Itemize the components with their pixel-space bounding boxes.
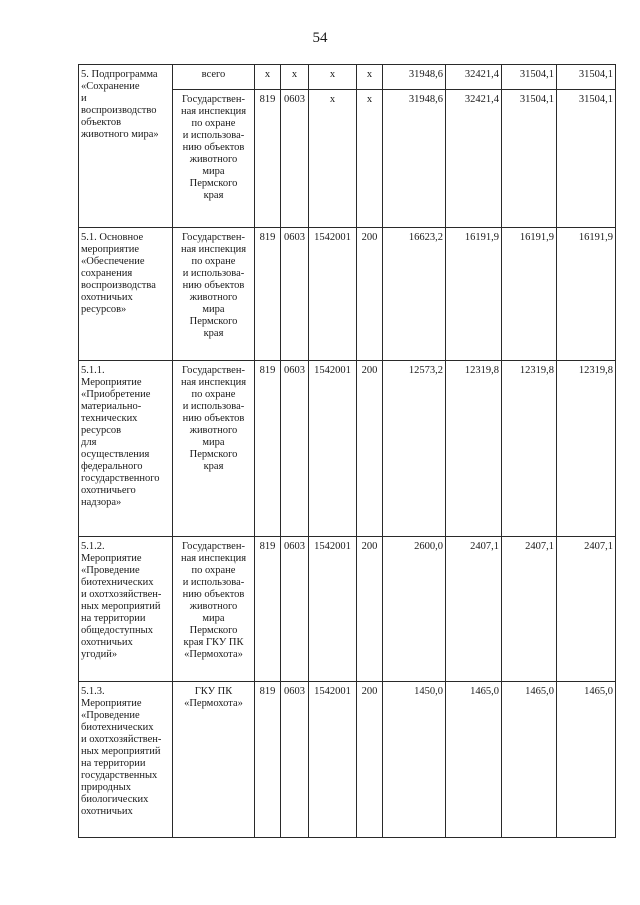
row-name-cell: 5.1. Основное мероприятие «Обеспечение сохранения воспроизводства охотничьих ресурсов» (79, 228, 173, 361)
grbs-cell: 819 (255, 682, 281, 838)
grbs-cell: 819 (255, 228, 281, 361)
value-cell-2: 16191,9 (446, 228, 502, 361)
value-cell-2: 1465,0 (446, 682, 502, 838)
grbs-cell: х (255, 65, 281, 90)
value-cell-4: 2407,1 (557, 537, 616, 682)
csr-cell: х (309, 65, 357, 90)
value-cell-2: 32421,4 (446, 90, 502, 228)
grbs-cell: 819 (255, 361, 281, 537)
row-name-cell: 5. Подпрограмма «Сохранение и воспроизводство объектов животного мира» (79, 65, 173, 228)
table-row (79, 228, 616, 361)
row-name-cell: 5.1.3. Мероприятие «Проведение биотехнических и охотхозяйствен- ных мероприятий на территории государственных природных биологических охотничьих (79, 682, 173, 838)
value-cell-4: 31504,1 (557, 65, 616, 90)
value-cell-1: 16623,2 (383, 228, 446, 361)
executor-cell: ГКУ ПК «Пермохота» (173, 682, 255, 838)
value-cell-1: 31948,6 (383, 65, 446, 90)
value-cell-2: 12319,8 (446, 361, 502, 537)
value-cell-3: 12319,8 (502, 361, 557, 537)
vr-cell: 200 (357, 537, 383, 682)
value-cell-1: 1450,0 (383, 682, 446, 838)
executor-cell: Государствен- ная инспекция по охране и использова- нию объектов животного мира Пермского края (173, 228, 255, 361)
rzpr-cell: 0603 (281, 537, 309, 682)
value-cell-3: 2407,1 (502, 537, 557, 682)
value-cell-3: 31504,1 (502, 90, 557, 228)
value-cell-4: 16191,9 (557, 228, 616, 361)
budget-table (78, 64, 616, 838)
value-cell-3: 16191,9 (502, 228, 557, 361)
executor-cell: Государствен- ная инспекция по охране и использова- нию объектов животного мира Пермского края ГКУ ПК «Пермохота» (173, 537, 255, 682)
rzpr-cell: 0603 (281, 90, 309, 228)
rzpr-cell: 0603 (281, 682, 309, 838)
executor-cell: всего (173, 65, 255, 90)
csr-cell: 1542001 (309, 682, 357, 838)
value-cell-1: 31948,6 (383, 90, 446, 228)
row-name-cell: 5.1.1. Мероприятие «Приобретение материально- технических ресурсов для осуществления федерального государственного охотничьего надзора» (79, 361, 173, 537)
csr-cell: х (309, 90, 357, 228)
value-cell-1: 2600,0 (383, 537, 446, 682)
value-cell-3: 1465,0 (502, 682, 557, 838)
csr-cell: 1542001 (309, 228, 357, 361)
vr-cell: 200 (357, 228, 383, 361)
value-cell-2: 32421,4 (446, 65, 502, 90)
value-cell-4: 31504,1 (557, 90, 616, 228)
page-number: 54 (312, 30, 328, 46)
table-row (79, 537, 616, 682)
executor-cell: Государствен- ная инспекция по охране и использова- нию объектов животного мира Пермского края (173, 361, 255, 537)
csr-cell: 1542001 (309, 537, 357, 682)
value-cell-4: 12319,8 (557, 361, 616, 537)
value-cell-4: 1465,0 (557, 682, 616, 838)
table-row (79, 361, 616, 537)
grbs-cell: 819 (255, 90, 281, 228)
vr-cell: 200 (357, 361, 383, 537)
value-cell-1: 12573,2 (383, 361, 446, 537)
table-row (79, 682, 616, 838)
csr-cell: 1542001 (309, 361, 357, 537)
vr-cell: х (357, 90, 383, 228)
table-row (79, 65, 616, 90)
vr-cell: 200 (357, 682, 383, 838)
rzpr-cell: 0603 (281, 361, 309, 537)
row-name-cell: 5.1.2. Мероприятие «Проведение биотехнических и охотхозяйствен- ных мероприятий на территории общедоступных охотничьих угодий» (79, 537, 173, 682)
value-cell-3: 31504,1 (502, 65, 557, 90)
grbs-cell: 819 (255, 537, 281, 682)
vr-cell: х (357, 65, 383, 90)
executor-cell: Государствен- ная инспекция по охране и использова- нию объектов животного мира Пермского края (173, 90, 255, 228)
rzpr-cell: 0603 (281, 228, 309, 361)
value-cell-2: 2407,1 (446, 537, 502, 682)
rzpr-cell: х (281, 65, 309, 90)
